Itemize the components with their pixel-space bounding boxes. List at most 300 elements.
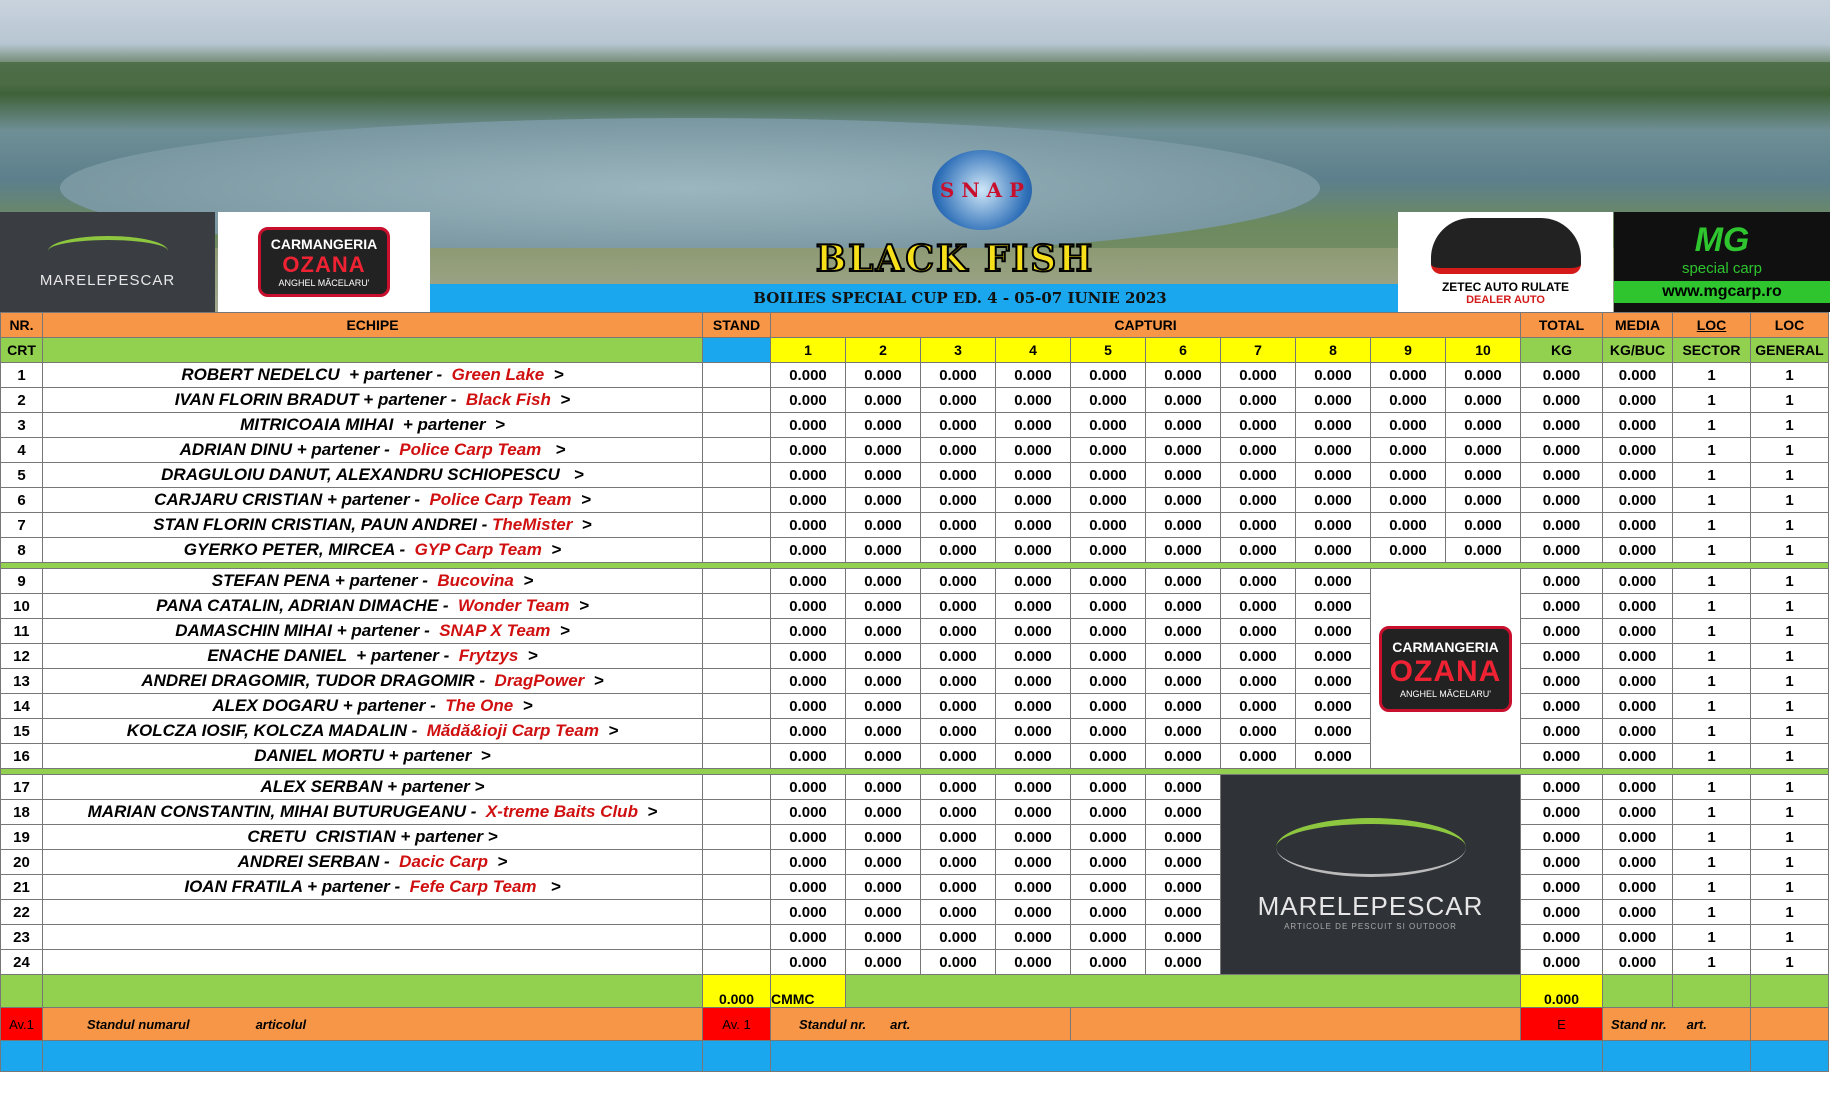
catch-value: 0.000 (846, 619, 921, 644)
total-kg: 0.000 (1521, 594, 1603, 619)
team-members: ROBERT NEDELCU + partener - (181, 365, 447, 384)
total-kg: 0.000 (1521, 619, 1603, 644)
catch-value: 0.000 (1296, 719, 1371, 744)
ozana-logo (218, 212, 430, 312)
catch-value: 0.000 (1071, 594, 1146, 619)
catch-value: 0.000 (1146, 619, 1221, 644)
catch-value: 0.000 (771, 875, 846, 900)
stand-cell (703, 413, 771, 438)
catch-value: 0.000 (846, 900, 921, 925)
catch-value: 0.000 (1146, 669, 1221, 694)
catch-value: 0.000 (921, 744, 996, 769)
team-row (1, 594, 1829, 619)
catch-value: 0.000 (1071, 719, 1146, 744)
row-number: 24 (1, 950, 43, 975)
team-row (1, 850, 1829, 875)
team-cell (43, 694, 703, 719)
stand-cell (703, 925, 771, 950)
loc-sector: 1 (1673, 363, 1751, 388)
header-catch-5: 5 (1071, 338, 1146, 363)
total-kg: 0.000 (1521, 413, 1603, 438)
team-row (1, 744, 1829, 769)
standul-numarul-text: Standul numarul (87, 1016, 190, 1032)
total-kg: 0.000 (1521, 513, 1603, 538)
marelepescar-ad (1221, 775, 1521, 975)
team-row (1, 438, 1829, 463)
catch-value: 0.000 (1296, 669, 1371, 694)
catch-value: 0.000 (996, 719, 1071, 744)
catch-value: 0.000 (771, 925, 846, 950)
loc-general: 1 (1751, 513, 1829, 538)
catch-value: 0.000 (1296, 538, 1371, 563)
catch-value: 0.000 (1296, 413, 1371, 438)
catch-value: 0.000 (771, 413, 846, 438)
team-cell (43, 644, 703, 669)
loc-sector: 1 (1673, 388, 1751, 413)
stand-cell (703, 669, 771, 694)
total-kg: 0.000 (1521, 850, 1603, 875)
catch-value: 0.000 (846, 719, 921, 744)
team-row (1, 669, 1829, 694)
catch-value: 0.000 (921, 925, 996, 950)
catch-value: 0.000 (1296, 744, 1371, 769)
catch-value: 0.000 (1071, 925, 1146, 950)
team-members: IOAN FRATILA + partener - (184, 877, 405, 896)
catch-value: 0.000 (1446, 513, 1521, 538)
team-members: ADRIAN DINU + partener - (179, 440, 395, 459)
catch-value: 0.000 (1221, 463, 1296, 488)
team-tail: > (541, 877, 561, 896)
notes-fill (1071, 1008, 1521, 1041)
summary-row (1, 975, 1829, 1008)
total-kg: 0.000 (1521, 900, 1603, 925)
stand-cell (703, 850, 771, 875)
catch-value: 0.000 (1446, 388, 1521, 413)
articolul-text: articolul (255, 1016, 307, 1032)
team-tail: > (642, 802, 658, 821)
catch-value: 0.000 (771, 619, 846, 644)
header-total: TOTAL (1521, 313, 1603, 338)
media-kg: 0.000 (1603, 513, 1673, 538)
team-members: CARJARU CRISTIAN + partener - (154, 490, 425, 509)
blue-row (1, 1041, 1829, 1072)
standul-numarul (43, 1008, 703, 1041)
loc-general: 1 (1751, 825, 1829, 850)
catch-value: 0.000 (846, 388, 921, 413)
catch-value: 0.000 (771, 900, 846, 925)
notes-last (1751, 1008, 1829, 1041)
catch-value: 0.000 (996, 850, 1071, 875)
row-number: 5 (1, 463, 43, 488)
art-text: art. (890, 1016, 911, 1032)
row-number: 1 (1, 363, 43, 388)
loc-general: 1 (1751, 569, 1829, 594)
marelepescar-ad-text: MARELEPESCAR (1257, 891, 1484, 921)
catch-value: 0.000 (1146, 925, 1221, 950)
catch-value: 0.000 (1371, 438, 1446, 463)
row-number: 2 (1, 388, 43, 413)
team-cell (43, 744, 703, 769)
catch-value: 0.000 (846, 775, 921, 800)
team-row (1, 569, 1829, 594)
catch-value: 0.000 (996, 644, 1071, 669)
blue-6 (1751, 1041, 1829, 1072)
stand-cell (703, 875, 771, 900)
team-row (1, 619, 1829, 644)
summary-media (1603, 975, 1673, 1008)
blue-4 (771, 1041, 1603, 1072)
team-members: ALEX SERBAN + partener > (260, 777, 485, 796)
catch-value: 0.000 (1221, 488, 1296, 513)
catch-value: 0.000 (1296, 363, 1371, 388)
stand-cell (703, 513, 771, 538)
media-kg: 0.000 (1603, 538, 1673, 563)
catch-value: 0.000 (846, 413, 921, 438)
team-members: STAN FLORIN CRISTIAN, PAUN ANDREI - (153, 515, 493, 534)
snap-logo (932, 150, 1032, 230)
loc-sector: 1 (1673, 719, 1751, 744)
team-row (1, 950, 1829, 975)
catch-value: 0.000 (846, 463, 921, 488)
header-general: GENERAL (1751, 338, 1829, 363)
media-kg: 0.000 (1603, 669, 1673, 694)
team-cell (43, 463, 703, 488)
zetec-name: ZETEC AUTO RULATE (1441, 280, 1570, 294)
catch-value: 0.000 (1071, 744, 1146, 769)
catch-value: 0.000 (771, 463, 846, 488)
catch-value: 0.000 (1146, 438, 1221, 463)
car-icon (1431, 218, 1581, 274)
catch-value: 0.000 (996, 619, 1071, 644)
team-row (1, 875, 1829, 900)
team-cell (43, 800, 703, 825)
catch-value: 0.000 (846, 825, 921, 850)
team-name: TheMister (492, 515, 578, 534)
row-number: 6 (1, 488, 43, 513)
team-name: GYP Carp Team (409, 540, 547, 559)
team-cell (43, 825, 703, 850)
team-row (1, 800, 1829, 825)
catch-value: 0.000 (1296, 594, 1371, 619)
header-banner (0, 0, 1830, 312)
header-stand-blank (703, 338, 771, 363)
team-name: Frytzys (454, 646, 524, 665)
loc-sector: 1 (1673, 413, 1751, 438)
catch-value: 0.000 (1221, 644, 1296, 669)
stand-cell (703, 775, 771, 800)
team-name: Green Lake (446, 365, 549, 384)
stand-cell (703, 694, 771, 719)
header-stand: STAND (703, 313, 771, 338)
catch-value: 0.000 (1146, 744, 1221, 769)
ozana-ad-top: CARMANGERIA (1392, 638, 1499, 655)
loc-general: 1 (1751, 619, 1829, 644)
header-sector: SECTOR (1673, 338, 1751, 363)
total-kg: 0.000 (1521, 925, 1603, 950)
team-members: DRAGULOIU DANUT, ALEXANDRU SCHIOPESCU > (161, 465, 584, 484)
team-tail: > (492, 852, 508, 871)
catch-value: 0.000 (1146, 463, 1221, 488)
catch-value: 0.000 (771, 775, 846, 800)
marelepescar-text: MARELEPESCAR (39, 271, 176, 289)
catch-value: 0.000 (1071, 538, 1146, 563)
standul-nr-text: Standul nr. (799, 1016, 867, 1032)
catch-value: 0.000 (771, 488, 846, 513)
catch-value: 0.000 (1071, 488, 1146, 513)
team-name: Police Carp Team (394, 440, 546, 459)
row-number: 7 (1, 513, 43, 538)
results-sheet (0, 312, 1829, 1072)
catch-value: 0.000 (1296, 644, 1371, 669)
catch-value: 0.000 (1071, 644, 1146, 669)
total-kg: 0.000 (1521, 463, 1603, 488)
team-row (1, 538, 1829, 563)
stand-cell (703, 594, 771, 619)
catch-value: 0.000 (1146, 488, 1221, 513)
catch-value: 0.000 (996, 800, 1071, 825)
header-loc-general: LOC (1751, 313, 1829, 338)
ozana-ad (1371, 569, 1521, 769)
ozana-main-text: OZANA (282, 252, 366, 277)
loc-sector: 1 (1673, 513, 1751, 538)
stand-cell (703, 900, 771, 925)
team-members: MITRICOAIA MIHAI + partener > (240, 415, 505, 434)
team-tail: > (574, 596, 589, 615)
media-kg: 0.000 (1603, 463, 1673, 488)
catch-value: 0.000 (771, 719, 846, 744)
loc-sector: 1 (1673, 669, 1751, 694)
header-catch-3: 3 (921, 338, 996, 363)
loc-sector: 1 (1673, 850, 1751, 875)
loc-sector: 1 (1673, 488, 1751, 513)
standul-nr (771, 1008, 1071, 1041)
catch-value: 0.000 (996, 438, 1071, 463)
loc-general: 1 (1751, 438, 1829, 463)
total-kg: 0.000 (1521, 669, 1603, 694)
team-name: Wonder Team (453, 596, 575, 615)
av1-mid: Av. 1 (703, 1008, 771, 1041)
catch-value: 0.000 (1146, 875, 1221, 900)
loc-sector: 1 (1673, 875, 1751, 900)
catch-value: 0.000 (1221, 513, 1296, 538)
total-kg: 0.000 (1521, 388, 1603, 413)
catch-value: 0.000 (1371, 488, 1446, 513)
catch-value: 0.000 (1221, 363, 1296, 388)
ozana-sub-text: ANGHEL MĂCELARU' (278, 278, 370, 288)
stand-cell (703, 463, 771, 488)
catch-value: 0.000 (1446, 538, 1521, 563)
total-kg: 0.000 (1521, 644, 1603, 669)
team-name: DragPower (489, 671, 590, 690)
total-kg: 0.000 (1521, 488, 1603, 513)
header-media: MEDIA (1603, 313, 1673, 338)
catch-value: 0.000 (996, 538, 1071, 563)
row-number: 3 (1, 413, 43, 438)
total-kg: 0.000 (1521, 775, 1603, 800)
catch-value: 0.000 (1071, 694, 1146, 719)
catch-value: 0.000 (996, 925, 1071, 950)
catch-value: 0.000 (996, 875, 1071, 900)
catch-value: 0.000 (846, 644, 921, 669)
loc-general: 1 (1751, 463, 1829, 488)
catch-value: 0.000 (996, 950, 1071, 975)
mg-sub-text: special carp (1681, 260, 1763, 277)
catch-value: 0.000 (1221, 744, 1296, 769)
team-tail: > (518, 571, 534, 590)
catch-value: 0.000 (921, 850, 996, 875)
ozana-ad-main: OZANA (1389, 654, 1502, 688)
team-members: PANA CATALIN, ADRIAN DIMACHE - (156, 596, 454, 615)
team-tail: > (546, 540, 562, 559)
catch-value: 0.000 (846, 594, 921, 619)
catch-value: 0.000 (771, 744, 846, 769)
catch-value: 0.000 (771, 850, 846, 875)
catch-value: 0.000 (1221, 594, 1296, 619)
stand-cell (703, 744, 771, 769)
catch-value: 0.000 (1071, 850, 1146, 875)
team-tail: > (549, 365, 564, 384)
catch-value: 0.000 (1371, 413, 1446, 438)
catch-value: 0.000 (1221, 438, 1296, 463)
team-row (1, 825, 1829, 850)
catch-value: 0.000 (921, 388, 996, 413)
team-name: Police Carp Team (424, 490, 577, 509)
header-kgbuc: KG/BUC (1603, 338, 1673, 363)
team-members: MARIAN CONSTANTIN, MIHAI BUTURUGEANU - (87, 802, 482, 821)
catch-value: 0.000 (1296, 388, 1371, 413)
media-kg: 0.000 (1603, 900, 1673, 925)
team-cell (43, 925, 703, 950)
loc-general: 1 (1751, 538, 1829, 563)
loc-sector: 1 (1673, 825, 1751, 850)
zetec-sub: DEALER AUTO (1466, 294, 1545, 306)
loc-sector: 1 (1673, 538, 1751, 563)
swoosh-icon (1276, 818, 1466, 877)
catch-value: 0.000 (1296, 619, 1371, 644)
blue-5 (1603, 1041, 1751, 1072)
total-kg: 0.000 (1521, 719, 1603, 744)
media-kg: 0.000 (1603, 694, 1673, 719)
row-number: 17 (1, 775, 43, 800)
loc-general: 1 (1751, 775, 1829, 800)
summary-general (1751, 975, 1829, 1008)
row-number: 4 (1, 438, 43, 463)
team-tail: > (546, 440, 566, 459)
catch-value: 0.000 (921, 488, 996, 513)
header-echipe: ECHIPE (43, 313, 703, 338)
catch-value: 0.000 (996, 513, 1071, 538)
team-name: X-treme Baits Club (481, 802, 643, 821)
mg-url: www.mgcarp.ro (1614, 281, 1830, 303)
catch-value: 0.000 (921, 875, 996, 900)
row-number: 19 (1, 825, 43, 850)
total-kg: 0.000 (1521, 569, 1603, 594)
loc-general: 1 (1751, 950, 1829, 975)
summary-nr (1, 975, 43, 1008)
row-number: 21 (1, 875, 43, 900)
loc-general: 1 (1751, 900, 1829, 925)
catch-value: 0.000 (996, 825, 1071, 850)
team-members: CRETU CRISTIAN + partener > (247, 827, 498, 846)
team-tail: > (589, 671, 604, 690)
catch-value: 0.000 (1071, 825, 1146, 850)
row-number: 20 (1, 850, 43, 875)
catch-value: 0.000 (1296, 438, 1371, 463)
catch-value: 0.000 (1446, 363, 1521, 388)
stand-cell (703, 825, 771, 850)
ozana-top-text: CARMANGERIA (270, 236, 378, 252)
catch-value: 0.000 (921, 825, 996, 850)
catch-value: 0.000 (996, 569, 1071, 594)
loc-general: 1 (1751, 694, 1829, 719)
catch-value: 0.000 (1146, 363, 1221, 388)
catch-value: 0.000 (1371, 463, 1446, 488)
loc-general: 1 (1751, 594, 1829, 619)
header-catch-10: 10 (1446, 338, 1521, 363)
header-catch-8: 8 (1296, 338, 1371, 363)
team-members: STEFAN PENA + partener - (211, 571, 433, 590)
marelepescar-logo (0, 212, 215, 312)
catch-value: 0.000 (1221, 619, 1296, 644)
loc-general: 1 (1751, 363, 1829, 388)
team-members: DAMASCHIN MIHAI + partener - (175, 621, 435, 640)
team-tail: > (517, 696, 533, 715)
summary-blank (43, 975, 703, 1008)
event-title: BLACK FISH (815, 238, 1095, 280)
loc-general: 1 (1751, 719, 1829, 744)
catch-value: 0.000 (921, 900, 996, 925)
media-kg: 0.000 (1603, 488, 1673, 513)
media-kg: 0.000 (1603, 413, 1673, 438)
notes-row (1, 1008, 1829, 1041)
header-catch-9: 9 (1371, 338, 1446, 363)
row-number: 8 (1, 538, 43, 563)
catch-value: 0.000 (921, 438, 996, 463)
catch-value: 0.000 (1371, 538, 1446, 563)
catch-value: 0.000 (921, 800, 996, 825)
loc-general: 1 (1751, 925, 1829, 950)
team-row (1, 719, 1829, 744)
catch-value: 0.000 (1071, 800, 1146, 825)
marelepescar-ad-sub: ARTICOLE DE PESCUIT SI OUTDOOR (1284, 922, 1457, 931)
catch-value: 0.000 (1071, 875, 1146, 900)
team-row (1, 900, 1829, 925)
catch-value: 0.000 (1146, 538, 1221, 563)
team-cell (43, 538, 703, 563)
blue-1 (1, 1041, 43, 1072)
loc-general: 1 (1751, 744, 1829, 769)
stand-cell (703, 388, 771, 413)
art-right-text: art. (1686, 1016, 1707, 1032)
stand-cell (703, 950, 771, 975)
team-name: Mădă&ioji Carp Team (421, 721, 604, 740)
catch-value: 0.000 (771, 363, 846, 388)
team-cell (43, 513, 703, 538)
catch-value: 0.000 (1221, 569, 1296, 594)
team-cell (43, 619, 703, 644)
loc-general: 1 (1751, 850, 1829, 875)
media-kg: 0.000 (1603, 594, 1673, 619)
catch-value: 0.000 (846, 850, 921, 875)
row-number: 23 (1, 925, 43, 950)
header-capturi: CAPTURI (771, 313, 1521, 338)
catch-value: 0.000 (996, 388, 1071, 413)
loc-sector: 1 (1673, 925, 1751, 950)
loc-sector: 1 (1673, 950, 1751, 975)
stand-cell (703, 719, 771, 744)
team-row (1, 644, 1829, 669)
loc-sector: 1 (1673, 569, 1751, 594)
